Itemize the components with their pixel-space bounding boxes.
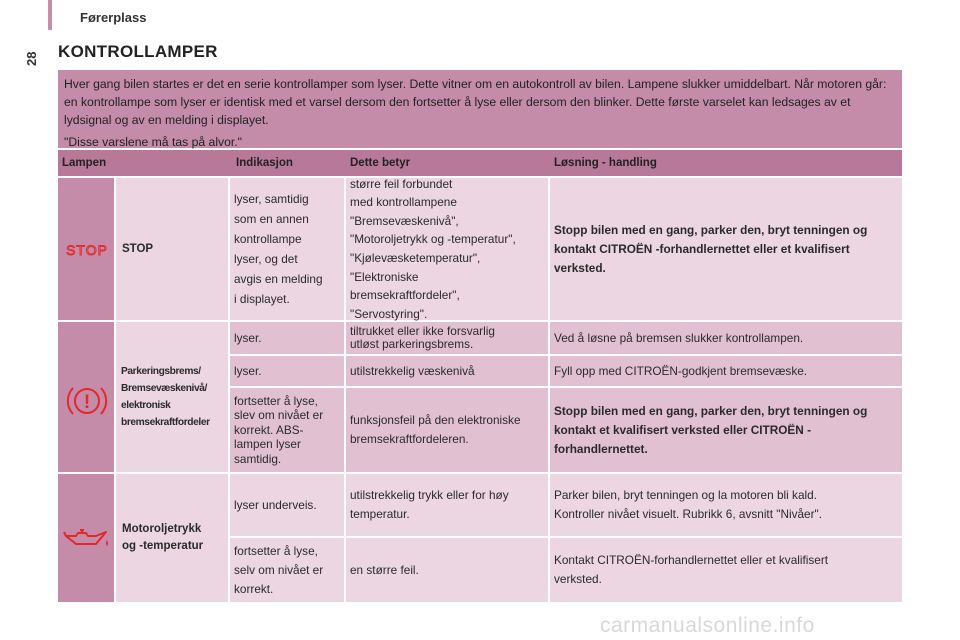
action-cell: [550, 356, 902, 386]
meaning-cell: [346, 178, 548, 320]
meaning-text: tiltrukket eller ikke forsvarlig utløst parkeringsbrems.: [350, 324, 495, 351]
indication-cell: [230, 474, 344, 536]
meaning-text: utilstrekkelig væskenivå: [350, 363, 475, 378]
lamp-name-cell: [116, 178, 228, 320]
section-title: Førerplass: [80, 10, 147, 25]
indication-cell: [230, 356, 344, 386]
meaning-text: en større feil.: [350, 562, 419, 577]
indication-text: lyser underveis.: [234, 497, 317, 512]
indication-text: lyser.: [234, 330, 262, 345]
action-cell: [550, 322, 902, 354]
indication-text: lyser, samtidig som en annen kontrollampe lyser, og det avgis en melding i displayet.: [234, 192, 323, 306]
action-cell: [550, 474, 902, 536]
action-cell: [550, 178, 902, 320]
oil-can-icon: [62, 526, 112, 557]
stop-icon: [62, 242, 112, 263]
intro-quote: "Disse varslene må tas på alvor.": [64, 135, 242, 149]
indication-text: lyser.: [234, 363, 262, 378]
column-header-lamp: Lampen: [62, 157, 107, 169]
meaning-cell: [346, 388, 548, 472]
indication-cell: [230, 388, 344, 472]
indication-cell: [230, 178, 344, 320]
page-number: 28: [24, 51, 39, 66]
action-text: Stopp bilen med en gang, parker den, bryt tenningen og kontakt et kvalifisert verksted eller CITROËN -forhandlernettet.: [554, 403, 868, 456]
indication-cell: [230, 538, 344, 602]
meaning-cell: [346, 474, 548, 536]
action-cell: [550, 538, 902, 602]
meaning-text: funksjonsfeil på den elektroniske bremsekraftfordeleren.: [350, 413, 521, 446]
meaning-text: utilstrekkelig trykk eller for høy temperatur.: [350, 488, 509, 521]
meaning-cell: [346, 322, 548, 354]
indication-cell: [230, 322, 344, 354]
column-header-meaning: Dette betyr: [350, 157, 411, 169]
lamp-name-cell: [116, 474, 228, 602]
column-header-indication: Indikasjon: [236, 157, 293, 169]
meaning-text: større feil forbundet med kontrollampene "Bremsevæskenivå", "Motoroljetrykk og -temperatur", "Kjølevæsketemperatur", "Elektroniske bremsekraftfordeler", "Servostyring".: [350, 176, 516, 321]
page-heading: KONTROLLAMPER: [58, 42, 218, 61]
lamp-name: Parkeringsbrems/ Bremsevæskenivå/ elektronisk bremsekraftfordeler: [121, 366, 210, 428]
indication-text: fortsetter å lyse, slev om nivået er korrekt. ABS- lampen lyser samtidig.: [234, 393, 324, 466]
action-text: Parker bilen, bryt tenningen og la motoren bli kald. Kontroller nivået visuelt. Rubrikk 6, avsnitt "Nivåer".: [554, 488, 823, 521]
brake-warning-icon: [63, 381, 111, 426]
column-header-action: Løsning - handling: [554, 157, 657, 169]
action-cell: [550, 388, 902, 472]
section-accent-bar: [48, 0, 52, 30]
action-text: Kontakt CITROËN-forhandlernettet eller et kvalifisert verksted.: [554, 553, 829, 586]
table-header: [58, 150, 902, 176]
stop-icon-text: STOP: [66, 242, 108, 258]
action-text: Stopp bilen med en gang, parker den, bryt tenningen og kontakt CITROËN -forhandlernettet eller et kvalifisert verksted.: [554, 222, 868, 275]
meaning-cell: [346, 538, 548, 602]
lamp-name: STOP: [122, 242, 154, 255]
intro-paragraph: Hver gang bilen startes er det en serie kontrollamper som lyser. Dette vitner om en autokontroll av bilen. Lampene slukker umiddelbart. Når motoren går: en kontrollampe som lyser er identisk med et varsel dersom den fortsetter å lyse eller dersom den blinker. Dette første varselet kan ledsages av et lydsignal og av en melding i displayet.: [64, 77, 887, 127]
indication-text: fortsetter å lyse, selv om nivået er korrekt.: [234, 543, 324, 596]
action-text: Ved å løsne på bremsen slukker kontrollampen.: [554, 330, 804, 345]
lamp-name-cell: [116, 322, 228, 472]
brake-icon-text: !: [83, 392, 91, 413]
intro-box: [58, 70, 902, 148]
watermark: carmanualsonline.info: [600, 614, 815, 637]
action-text: Fyll opp med CITROËN-godkjent bremsevæske.: [554, 363, 808, 378]
meaning-cell: [346, 356, 548, 386]
lamp-name: Motoroljetrykk og -temperatur: [122, 523, 204, 552]
